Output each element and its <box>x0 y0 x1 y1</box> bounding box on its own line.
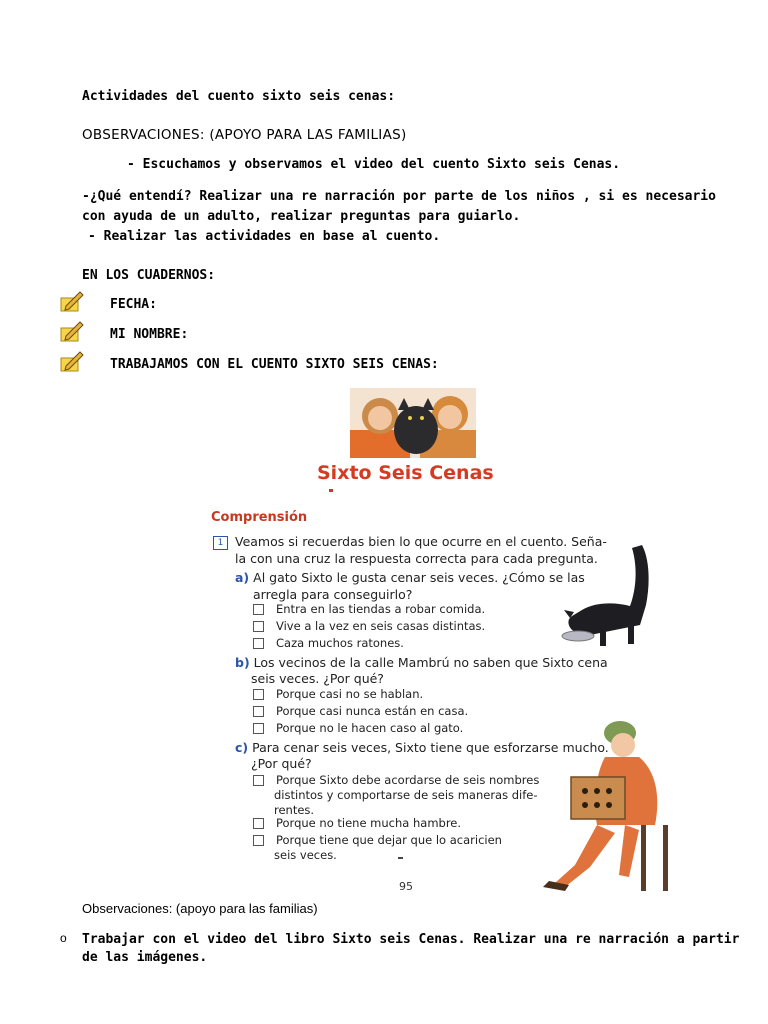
page-heading: Actividades del cuento sixto seis cenas: <box>82 89 396 104</box>
question-text: seis veces. ¿Por qué? <box>251 671 384 686</box>
checkbox[interactable] <box>253 621 264 632</box>
question-label: b) <box>235 655 250 670</box>
bullet-marker: o <box>60 931 67 945</box>
footer-observations: Observaciones: (apoyo para las familias) <box>82 901 318 916</box>
checkbox[interactable] <box>253 818 264 829</box>
answer-option[interactable]: Porque no tiene mucha hambre. <box>253 816 461 831</box>
black-cat-illustration <box>560 540 655 650</box>
decorative-dash <box>398 857 403 859</box>
question-text: arregla para conseguirlo? <box>253 587 413 602</box>
question-text: Al gato Sixto le gusta cenar seis veces. ¿Cómo se las <box>253 570 585 585</box>
answer-option[interactable]: Porque casi nunca están en casa. <box>253 704 468 719</box>
book-page-image <box>205 385 675 893</box>
answer-option[interactable]: Porque tiene que dejar que lo acaricien <box>253 833 502 848</box>
checkbox[interactable] <box>253 638 264 649</box>
pencil-note-icon <box>60 290 84 312</box>
instruction-line: con ayuda de un adulto, realizar preguntas para guiarlo. <box>82 209 521 224</box>
question-text: Para cenar seis veces, Sixto tiene que esforzarse mucho. <box>252 740 609 755</box>
answer-option[interactable]: Caza muchos ratones. <box>253 636 404 651</box>
bullet-text: de las imágenes. <box>82 950 208 965</box>
checkbox[interactable] <box>253 775 264 786</box>
bullet-text: Trabajar con el video del libro Sixto seis Cenas. Realizar una re narración a partir <box>82 932 740 947</box>
woman-with-cat-carrier-illustration <box>535 715 675 895</box>
answer-option[interactable]: Entra en las tiendas a robar comida. <box>253 602 485 617</box>
decorative-dot <box>329 489 333 492</box>
answer-option[interactable]: Porque casi no se hablan. <box>253 687 423 702</box>
checkbox[interactable] <box>253 723 264 734</box>
observations-title: OBSERVACIONES: (APOYO PARA LAS FAMILIAS) <box>82 127 407 143</box>
checkbox[interactable] <box>253 604 264 615</box>
answer-option-text: seis veces. <box>274 848 337 862</box>
notebook-item-story: TRABAJAMOS CON EL CUENTO SIXTO SEIS CENAS: <box>110 357 439 372</box>
notebooks-title: EN LOS CUADERNOS: <box>82 268 216 283</box>
question-text: Los vecinos de la calle Mambrú no saben que Sixto cena <box>253 655 608 670</box>
instruction-line: - Realizar las actividades en base al cuento. <box>88 229 441 244</box>
story-cover-illustration <box>350 388 476 458</box>
notebook-item-name: MI NOMBRE: <box>110 327 189 342</box>
question-a <box>235 569 585 586</box>
answer-option[interactable]: Vive a la vez en seis casas distintas. <box>253 619 485 634</box>
answer-option-text: rentes. <box>274 803 315 817</box>
exercise-intro: Veamos si recuerdas bien lo que ocurre en el cuento. Seña- <box>235 534 607 549</box>
checkbox[interactable] <box>253 706 264 717</box>
exercise-intro: la con una cruz la respuesta correcta para cada pregunta. <box>235 551 598 566</box>
book-page-number: 95 <box>399 880 413 893</box>
pencil-note-icon <box>60 320 84 342</box>
notebook-item-date: FECHA: <box>110 297 157 312</box>
question-label: a) <box>235 570 250 585</box>
answer-option-text: distintos y comportarse de seis maneras dife- <box>274 788 538 802</box>
question-text: ¿Por qué? <box>251 756 312 771</box>
answer-option[interactable]: Porque no le hacen caso al gato. <box>253 721 463 736</box>
checkbox[interactable] <box>253 835 264 846</box>
answer-option[interactable]: Porque Sixto debe acordarse de seis nombres <box>253 773 539 788</box>
instruction-line: - Escuchamos y observamos el video del cuento Sixto seis Cenas. <box>127 157 621 172</box>
question-label: c) <box>235 740 249 755</box>
pencil-note-icon <box>60 350 84 372</box>
book-title: Sixto Seis Cenas <box>317 462 494 484</box>
checkbox[interactable] <box>253 689 264 700</box>
section-heading: Comprensión <box>211 510 308 525</box>
question-b <box>235 654 608 671</box>
instruction-line: -¿Qué entendí? Realizar una re narración por parte de los niños , si es necesario <box>82 189 716 204</box>
exercise-number-badge: 1 <box>213 536 228 550</box>
